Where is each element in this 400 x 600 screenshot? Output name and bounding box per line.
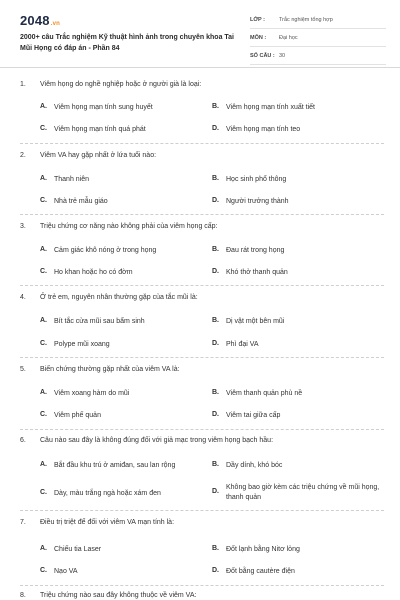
option-b[interactable] [212,175,286,185]
option-c[interactable] [40,268,133,278]
option-a[interactable] [40,175,89,185]
option-text: Bắt đầu khu trú ở amiđan, sau lan rộng [54,462,176,469]
option-letter: C. [40,411,47,418]
option-d[interactable] [212,197,289,207]
option-text: Học sinh phổ thông [226,176,287,183]
option-text: Cảm giác khô nóng ở trong họng [54,247,157,254]
option-text: Dị vật một bên mũi [226,318,285,325]
meta-table [250,11,386,65]
question-text: Viêm VA hay gặp nhất ở lứa tuổi nào: [40,152,157,159]
question-3 [20,223,390,230]
option-c[interactable] [40,567,78,577]
option-letter: D. [212,567,219,574]
option-text: Viêm thanh quản phù nề [226,390,303,397]
question-divider [20,285,384,286]
option-text: Dày, màu trắng ngà hoặc xám đen [54,490,161,497]
option-letter: B. [212,389,219,396]
option-a[interactable] [40,317,145,327]
option-letter: B. [212,246,219,253]
option-c[interactable] [40,340,110,350]
option-letter: D. [212,411,219,418]
option-letter: C. [40,268,47,275]
option-b[interactable] [212,545,300,555]
option-text: Thanh niên [54,176,90,183]
question-divider [20,429,384,430]
option-text: Viêm họng mạn tính sung huyết [54,104,153,111]
option-text: Không bao giờ kèm các triệu chứng về mũi họng, thanh quản [226,484,380,501]
option-letter: C. [40,489,47,496]
option-b[interactable] [212,389,302,399]
site-logo[interactable] [20,13,60,28]
option-letter: D. [212,488,219,495]
option-a[interactable] [40,246,156,256]
option-letter: A. [40,317,47,324]
option-letter: A. [40,389,47,396]
option-text: Viêm xoang hàm do mũi [54,390,130,397]
question-6 [20,437,390,444]
meta-row-count [250,47,386,65]
question-number: 4. [20,294,26,301]
option-c[interactable] [40,197,108,207]
option-a[interactable] [40,545,101,555]
option-text: Nạo VA [54,568,78,575]
option-text: Nhà trẻ mẫu giáo [54,198,108,205]
logo-text: 2048 [20,13,50,28]
meta-value: 30 [279,52,286,59]
option-letter: D. [212,125,219,132]
question-text: Điều trị triệt để đối với viêm VA mạn tính là: [40,519,175,526]
question-divider [20,214,384,215]
question-text: Viêm họng do nghề nghiệp hoặc ở người già là loại: [40,81,202,88]
meta-value: Trắc nghiệm tổng hợp [279,16,333,23]
question-5 [20,366,390,373]
question-text: Triệu chứng nào sau đây không thuộc về viêm VA: [40,592,197,599]
option-d[interactable] [212,125,300,135]
option-a[interactable] [40,461,175,471]
option-letter: D. [212,197,219,204]
question-divider [20,143,384,144]
question-number: 5. [20,366,26,373]
option-b[interactable] [212,317,284,327]
question-1 [20,81,390,88]
option-letter: C. [40,125,47,132]
meta-key: LỚP : [250,16,265,23]
question-divider [20,510,384,511]
option-letter: B. [212,461,219,468]
meta-row-class [250,11,386,29]
question-text: Ở trẻ em, nguyên nhân thường gặp của tắc mũi là: [40,294,198,301]
option-letter: C. [40,340,47,347]
option-text: Phì đại VA [226,341,259,348]
question-7 [20,519,390,526]
option-text: Đau rát trong họng [226,247,285,254]
option-a[interactable] [40,389,129,399]
option-letter: A. [40,246,47,253]
question-2 [20,152,390,159]
option-text: Khó thở thanh quản [226,269,288,276]
option-d[interactable] [212,340,259,350]
option-letter: D. [212,268,219,275]
option-letter: B. [212,175,219,182]
option-letter: A. [40,461,47,468]
document-title: 2000+ câu Trắc nghiệm Kỹ thuật hình ảnh trong chuyên khoa Tai Mũi Họng có đáp án - Phần 84 [20,34,234,52]
option-letter: C. [40,567,47,574]
document-header [0,0,400,68]
question-8 [20,592,390,599]
option-text: Đốt bằng cautère điện [226,568,295,575]
option-text: Chiếu tia Laser [54,546,102,553]
question-divider [20,585,384,586]
question-text: Câu nào sau đây là không đúng đối với giả mạc trong viêm họng bạch hầu: [40,437,274,444]
option-d[interactable] [212,483,384,503]
question-number: 1. [20,81,26,88]
meta-key: MÔN : [250,34,267,41]
option-letter: B. [212,317,219,324]
option-text: Dầy dính, khó bóc [226,462,283,469]
question-text: Biến chứng thường gặp nhất của viêm VA là: [40,366,180,373]
meta-value: Đại học [279,34,298,41]
option-text: Ho khan hoặc ho có đờm [54,269,133,276]
option-letter: B. [212,103,219,110]
option-d[interactable] [212,411,280,421]
option-text: Viêm họng mạn tính teo [226,126,301,133]
option-letter: A. [40,175,47,182]
option-letter: D. [212,340,219,347]
meta-key: SỐ CÂU : [250,52,275,59]
option-letter: A. [40,545,47,552]
option-b[interactable] [212,461,282,471]
option-b[interactable] [212,103,315,113]
option-c[interactable] [40,125,146,135]
meta-row-subject [250,29,386,47]
question-number: 7. [20,519,26,526]
question-number: 6. [20,437,26,444]
option-letter: B. [212,545,219,552]
question-number: 3. [20,223,26,230]
question-number: 8. [20,592,26,599]
question-text: Triệu chứng cơ năng nào không phải của viêm họng cấp: [40,223,218,230]
option-text: Viêm họng mạn tính xuất tiết [226,104,315,111]
option-b[interactable] [212,246,284,256]
option-c[interactable] [40,489,161,499]
option-a[interactable] [40,103,153,113]
option-text: Người trưởng thành [226,198,289,205]
question-number: 2. [20,152,26,159]
option-d[interactable] [212,268,288,278]
option-text: Viêm họng mạn tính quá phát [54,126,146,133]
option-letter: A. [40,103,47,110]
option-text: Viêm tai giữa cấp [226,412,281,419]
logo-tld: .vn [50,21,61,27]
option-text: Đốt lạnh bằng Nitơ lỏng [226,546,300,553]
option-text: Polype mũi xoang [54,341,110,348]
option-c[interactable] [40,411,101,421]
question-4 [20,294,390,301]
option-letter: C. [40,197,47,204]
option-text: Bít tắc cửa mũi sau bẩm sinh [54,318,145,325]
question-divider [20,357,384,358]
option-text: Viêm phế quản [54,412,101,419]
option-d[interactable] [212,567,295,577]
